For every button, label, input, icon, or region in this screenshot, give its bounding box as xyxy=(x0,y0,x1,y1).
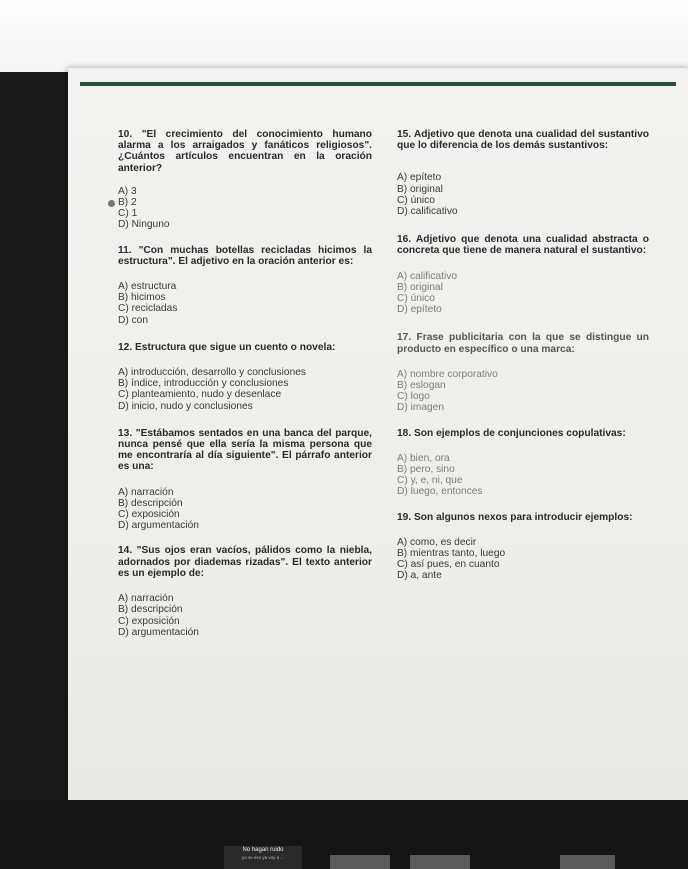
option[interactable]: B) mientras tanto, luego xyxy=(397,548,506,560)
option[interactable]: A) calificativo xyxy=(397,270,458,282)
option[interactable]: B) eslogan xyxy=(397,380,446,392)
options-list xyxy=(397,453,649,498)
question-number: 13. xyxy=(118,427,133,439)
option[interactable]: A) epíteto xyxy=(397,172,442,184)
options-list xyxy=(118,593,372,638)
option[interactable]: D) inicio, nudo y conclusiones xyxy=(118,400,253,412)
option[interactable]: A) narración xyxy=(118,593,174,605)
option[interactable]: C) único xyxy=(397,293,435,305)
option[interactable]: C) recicladas xyxy=(118,303,178,315)
option[interactable]: B) 2 xyxy=(118,197,137,209)
option[interactable]: A) como, es decir xyxy=(397,536,477,548)
background-object xyxy=(560,855,615,869)
option[interactable]: B) pero, sino xyxy=(397,464,455,476)
option[interactable]: A) introducción, desarrollo y conclusiones xyxy=(118,367,306,379)
question-number: 14. xyxy=(118,545,133,557)
option[interactable]: C) 1 xyxy=(118,208,138,220)
options-list xyxy=(397,271,649,316)
option[interactable]: B) original xyxy=(397,183,443,195)
option[interactable]: C) único xyxy=(397,194,435,206)
option[interactable]: C) planteamiento, nudo y desenlace xyxy=(118,389,282,401)
question-number: 12. xyxy=(118,341,133,353)
left-column xyxy=(118,129,372,638)
question-text: Frase publicitaria con la que se distingue un producto en específico o una marca: xyxy=(397,332,649,355)
background-object xyxy=(330,855,390,869)
option[interactable]: A) estructura xyxy=(118,281,177,293)
sticker-title: No hagan ruido xyxy=(242,847,284,853)
option[interactable]: C) exposición xyxy=(118,509,180,521)
background-object xyxy=(410,855,470,869)
question-number: 15. xyxy=(397,129,412,140)
question-13 xyxy=(118,428,372,532)
question-text: "El crecimiento del conocimiento humano alarma a los arraigados y fanáticos religiosos". ¿Cuántos artículos encuentran en la oración anterior? xyxy=(118,129,372,174)
options-list xyxy=(118,367,372,412)
question-text: Son algunos nexos para introducir ejemplos: xyxy=(414,511,633,523)
question-number: 18. xyxy=(397,427,412,439)
option[interactable]: B) original xyxy=(397,281,443,293)
question-number: 16. xyxy=(397,234,412,246)
question-text: Adjetivo que denota una cualidad abstracta o concreta que tiene de manera natural el sustantivo: xyxy=(397,234,649,257)
option[interactable]: D) epíteto xyxy=(397,304,442,316)
question-10 xyxy=(118,129,372,231)
option[interactable]: B) descripción xyxy=(118,604,183,616)
option[interactable]: C) así pues, en cuanto xyxy=(397,559,500,571)
question-19 xyxy=(397,512,649,582)
options-list xyxy=(118,487,372,532)
option[interactable]: D) argumentación xyxy=(118,520,199,532)
option[interactable]: A) narración xyxy=(118,486,174,498)
question-18 xyxy=(397,428,649,498)
question-text: Adjetivo que denota una cualidad del sustantivo que lo diferencia de los demás sustantivos: xyxy=(397,129,650,152)
option[interactable]: D) con xyxy=(118,314,149,326)
background-top xyxy=(0,0,688,72)
question-number: 11. xyxy=(118,244,132,256)
option[interactable]: A) nombre corporativo xyxy=(397,368,498,380)
option[interactable]: C) y, e, ni, que xyxy=(397,475,463,487)
sticker-card xyxy=(224,846,302,869)
options-list xyxy=(118,281,372,326)
option[interactable]: D) luego, entonces xyxy=(397,486,483,498)
question-12 xyxy=(118,342,372,412)
question-number: 10. xyxy=(118,129,133,140)
options-list xyxy=(118,186,372,231)
option[interactable]: C) exposición xyxy=(118,615,180,627)
option[interactable]: B) índice, introducción y conclusiones xyxy=(118,378,289,390)
question-text: Estructura que sigue un cuento o novela: xyxy=(135,341,336,353)
question-15 xyxy=(397,129,649,217)
question-17 xyxy=(397,332,649,413)
option[interactable]: A) bien, ora xyxy=(397,452,450,464)
options-list xyxy=(397,172,649,217)
option[interactable]: D) calificativo xyxy=(397,206,458,218)
option[interactable]: D) argumentación xyxy=(118,626,199,638)
question-number: 19. xyxy=(397,511,412,523)
option[interactable]: B) hicimos xyxy=(118,292,166,304)
option[interactable]: B) descripción xyxy=(118,497,183,509)
header-rule xyxy=(80,82,676,86)
question-text: "Estábamos sentados en una banca del parque, nunca pensé que ella sería la misma persona que me encontraría al día siguiente". El párrafo anterior es una: xyxy=(118,427,372,473)
options-list xyxy=(397,369,649,414)
option[interactable]: D) imagen xyxy=(397,402,444,414)
question-text: Son ejemplos de conjunciones copulativas: xyxy=(414,427,626,439)
options-list xyxy=(397,537,649,582)
question-text: "Sus ojos eran vacíos, pálidos como la niebla, adornados por diademas rizadas". El texto anterior es un ejemplo de: xyxy=(118,545,372,579)
option[interactable]: D) Ninguno xyxy=(118,219,170,231)
sticker-subtitle: yo se eso ya voy a ... xyxy=(241,855,285,860)
question-11 xyxy=(118,245,372,326)
option[interactable]: A) 3 xyxy=(118,185,137,197)
ink-dot-icon xyxy=(108,200,115,207)
question-16 xyxy=(397,234,649,315)
question-number: 17. xyxy=(397,332,412,344)
option[interactable]: D) a, ante xyxy=(397,570,442,582)
right-column xyxy=(397,129,649,582)
question-text: "Con muchas botellas recicladas hicimos la estructura". El adjetivo en la oración anterior es: xyxy=(118,244,372,267)
option[interactable]: C) logo xyxy=(397,391,430,403)
question-14 xyxy=(118,545,372,637)
